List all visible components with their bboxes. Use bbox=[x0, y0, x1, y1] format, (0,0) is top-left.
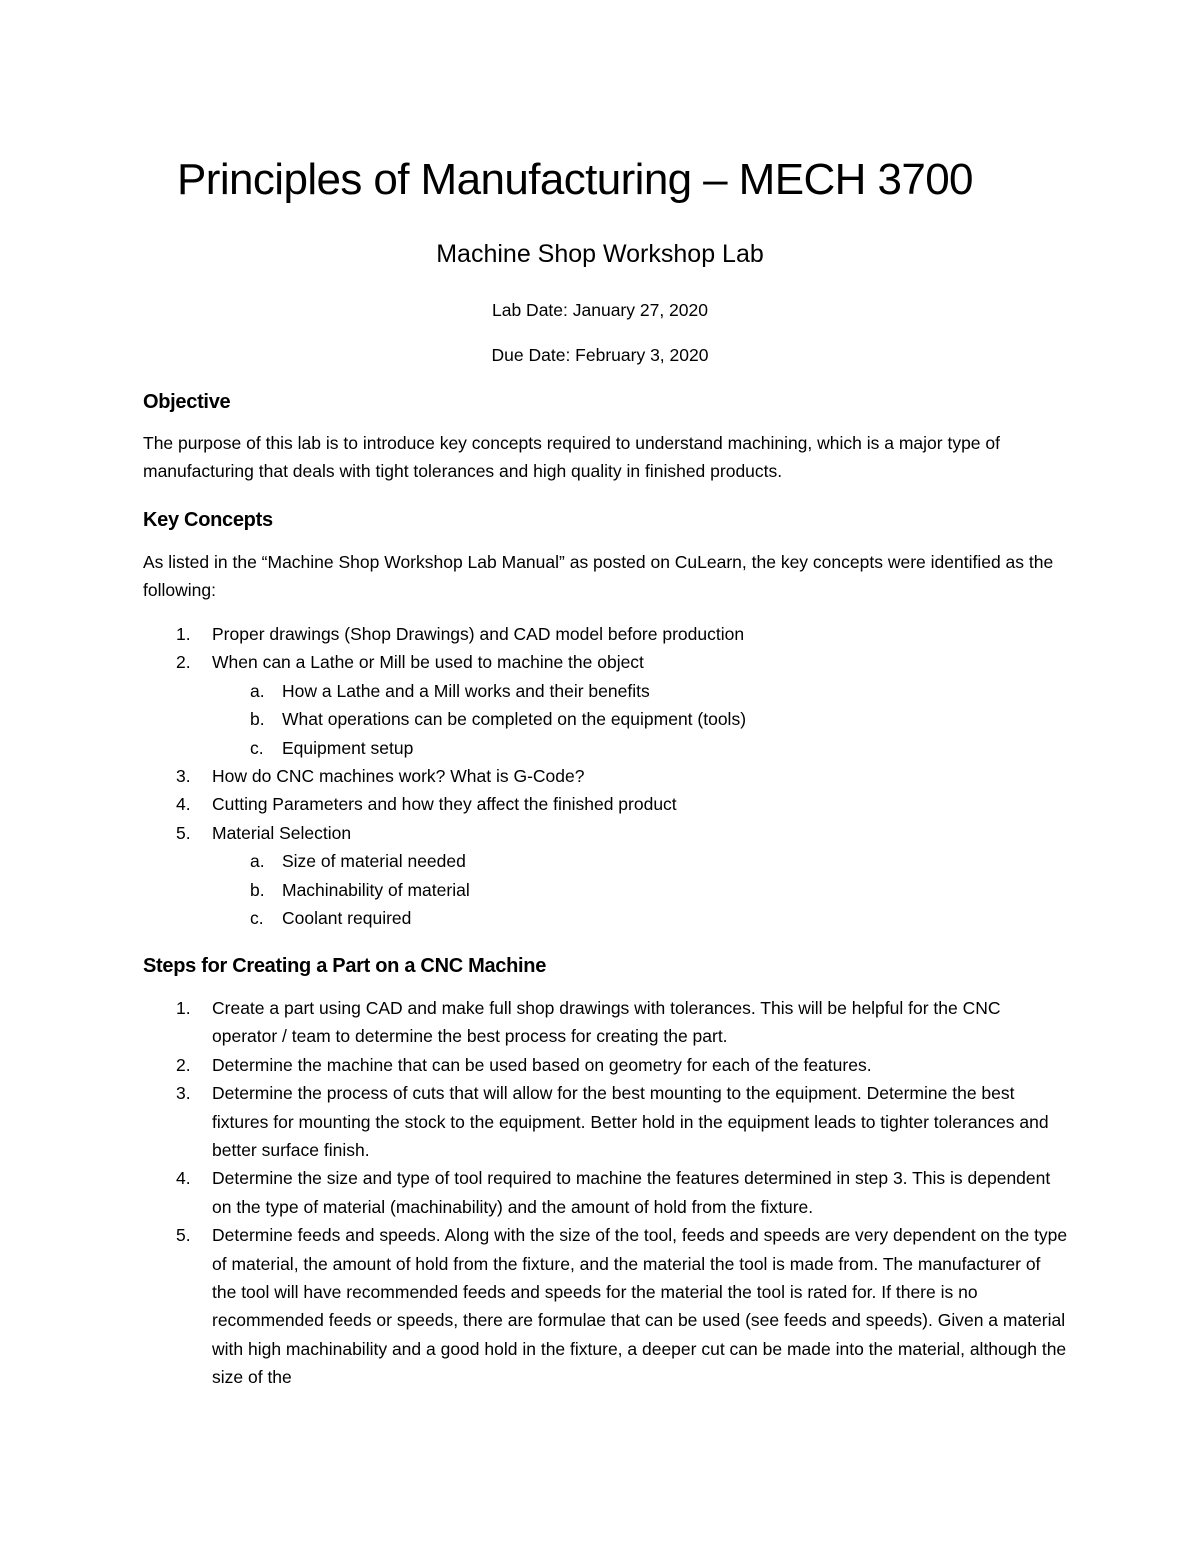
sub-list-item bbox=[212, 847, 1073, 875]
list-item-text: How do CNC machines work? What is G-Code? bbox=[212, 766, 585, 787]
objective-heading: Objective bbox=[143, 391, 231, 413]
sub-list-letter: c. bbox=[250, 908, 264, 929]
steps-heading: Steps for Creating a Part on a CNC Machine bbox=[143, 955, 547, 977]
document-subtitle: Machine Shop Workshop Lab bbox=[436, 240, 764, 268]
list-number: 5. bbox=[176, 822, 191, 843]
list-item-text: Determine the process of cuts that will allow for the best mounting to the equipment. Determine the best fixtures for mounting the stock to the equipment. Better hold in the equipment leads to tighter tolerances and better surface finish. bbox=[212, 1083, 1049, 1161]
list-item-text: Determine the machine that can be used based on geometry for each of the features. bbox=[212, 1054, 872, 1075]
due-date: Due Date: February 3, 2020 bbox=[491, 345, 709, 365]
steps-list bbox=[143, 994, 1073, 1392]
list-item bbox=[143, 1051, 1073, 1079]
sub-list-item-text: Coolant required bbox=[282, 908, 412, 929]
sub-list-item-text: Size of material needed bbox=[282, 851, 466, 872]
sub-list-letter: a. bbox=[250, 851, 265, 872]
list-number: 2. bbox=[176, 1054, 191, 1075]
sub-list bbox=[212, 847, 1073, 932]
list-item bbox=[143, 819, 1073, 933]
document-title: Principles of Manufacturing – MECH 3700 bbox=[177, 155, 973, 204]
list-item bbox=[143, 648, 1073, 762]
list-item-text: Determine feeds and speeds. Along with the size of the tool, feeds and speeds are very dependent on the type of material, the amount of hold from the fixture, and the material the tool is made from. The manufacturer of the tool will have recommended feeds and speeds for the material the tool is rated for. If there is no recommended feeds or speeds, there are formulae that can be used (see feeds and speeds). Given a material with high machinability and a good hold in the fixture, a deeper cut can be made into the material, although the size of the bbox=[212, 1225, 1068, 1388]
list-number: 5. bbox=[176, 1225, 191, 1246]
list-item bbox=[143, 620, 1073, 648]
list-item bbox=[143, 1221, 1073, 1391]
sub-list-item-text: How a Lathe and a Mill works and their benefits bbox=[282, 680, 650, 701]
list-number: 3. bbox=[176, 1083, 191, 1104]
list-item-text: When can a Lathe or Mill be used to machine the object bbox=[212, 652, 644, 673]
sub-list-item-text: What operations can be completed on the equipment (tools) bbox=[282, 709, 747, 730]
list-item bbox=[143, 1164, 1073, 1221]
list-item bbox=[143, 994, 1073, 1051]
key-concepts-heading: Key Concepts bbox=[143, 509, 273, 531]
key-concepts-list bbox=[143, 620, 1073, 932]
sub-list-item-text: Equipment setup bbox=[282, 737, 414, 758]
objective-text: The purpose of this lab is to introduce key concepts required to understand machining, which is a major type of manufacturing that deals with tight tolerances and high quality in finished products. bbox=[143, 433, 1000, 482]
sub-list-letter: a. bbox=[250, 680, 265, 701]
sub-list-item-text: Machinability of material bbox=[282, 879, 470, 900]
sub-list-item bbox=[212, 677, 1073, 705]
list-item bbox=[143, 762, 1073, 790]
sub-list-letter: b. bbox=[250, 709, 265, 730]
sub-list-letter: c. bbox=[250, 737, 264, 758]
list-item-text: Create a part using CAD and make full shop drawings with tolerances. This will be helpful for the CNC operator / team to determine the best process for creating the part. bbox=[212, 998, 1001, 1047]
list-number: 1. bbox=[176, 998, 191, 1018]
list-item bbox=[143, 790, 1073, 818]
list-number: 4. bbox=[176, 1168, 191, 1189]
list-item-text: Determine the size and type of tool required to machine the features determined in step 3. This is dependent on the type of material (machinability) and the amount of hold from the fixture. bbox=[212, 1168, 1051, 1217]
sub-list-item bbox=[212, 734, 1073, 762]
list-item bbox=[143, 1079, 1073, 1164]
list-number: 1. bbox=[176, 624, 191, 644]
list-item-text: Cutting Parameters and how they affect the finished product bbox=[212, 794, 677, 815]
list-item-text: Proper drawings (Shop Drawings) and CAD model before production bbox=[212, 624, 745, 644]
list-number: 3. bbox=[176, 766, 191, 787]
key-concepts-intro: As listed in the “Machine Shop Workshop Lab Manual” as posted on CuLearn, the key concepts were identified as the following: bbox=[143, 552, 1054, 601]
list-number: 4. bbox=[176, 794, 191, 815]
list-item-text: Material Selection bbox=[212, 822, 352, 843]
sub-list bbox=[212, 677, 1073, 762]
sub-list-item bbox=[212, 904, 1073, 932]
list-number: 2. bbox=[176, 652, 191, 673]
lab-date: Lab Date: January 27, 2020 bbox=[492, 300, 708, 320]
sub-list-letter: b. bbox=[250, 879, 265, 900]
sub-list-item bbox=[212, 876, 1073, 904]
sub-list-item bbox=[212, 705, 1073, 733]
